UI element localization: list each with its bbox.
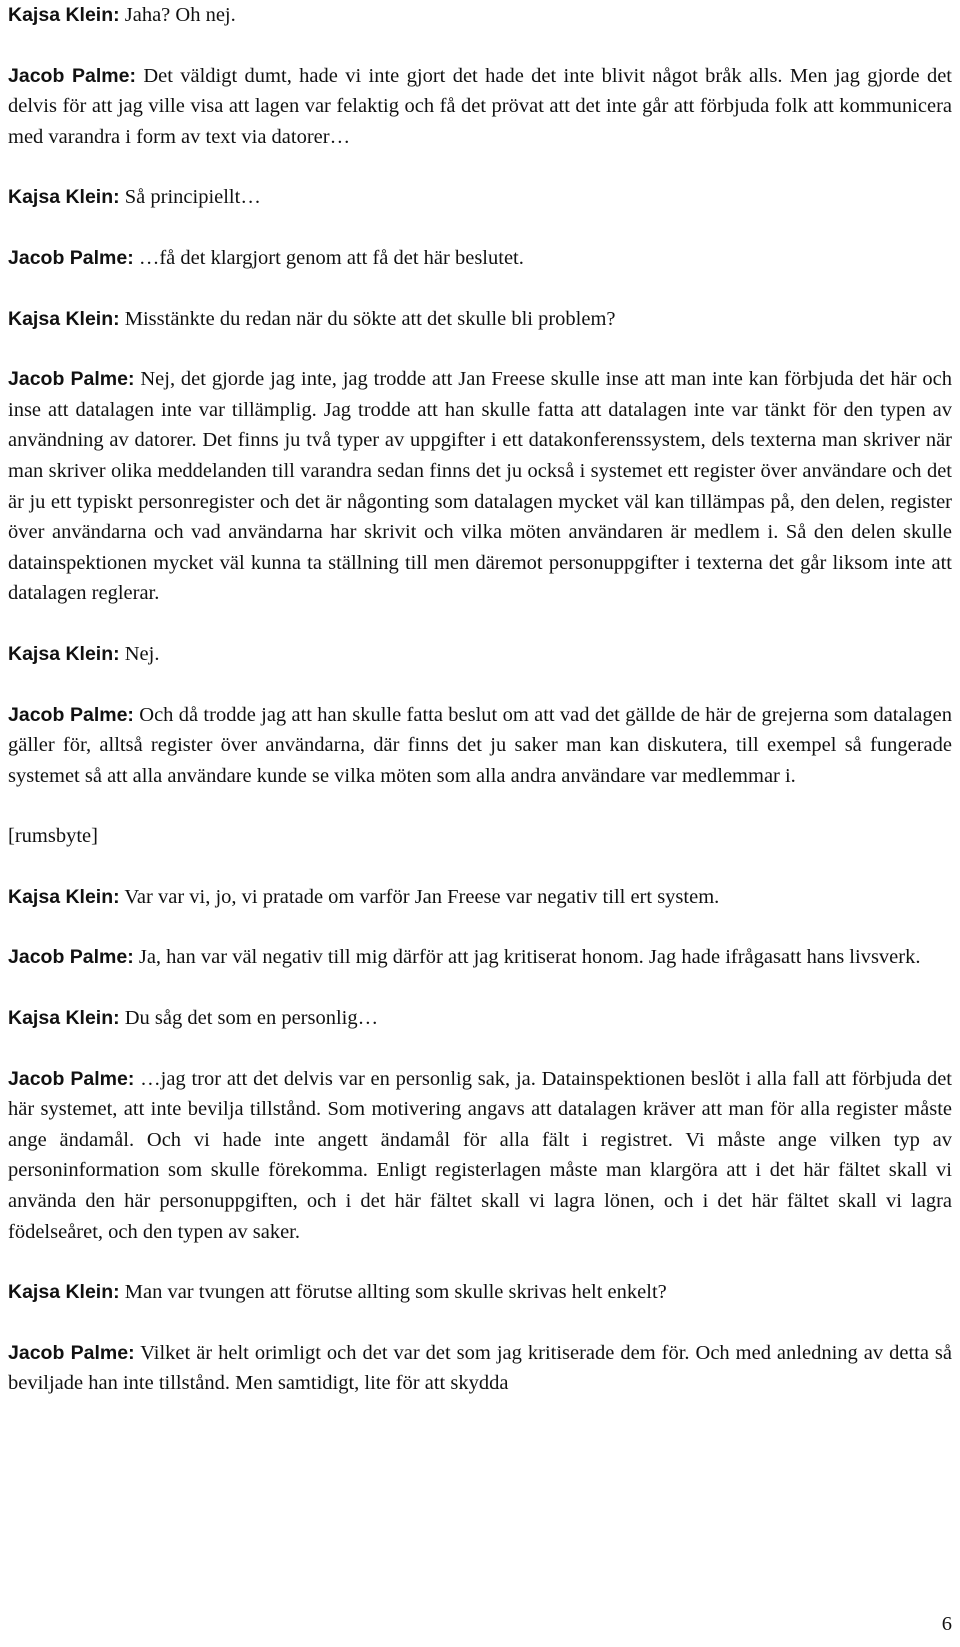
paragraph-text: Nej, det gjorde jag inte, jag trodde att Jan Freese skulle inse att man inte kan förbjuda det här och inse att datalagen inte var tillämplig. Jag trodde att han skulle fatta att datalagen inte var tänkt för den typen av användning av datorer. Det finns ju två typer av uppgifter i ett datakonferenssystem, dels texterna man skriver när man skriver olika meddelanden till varandra sedan finns det ju också i systemet ett register över användare och det är ju ett typiskt personregister och det är någonting som datalagen mycket väl kan tillämpas på, den delen, register över användarna och vad användarna har skrivit och vilka möten användaren är medlem i. Så den delen skulle datainspektionen mycket väl kunna ta ställning till men däremot personuppgifter i texterna det går liksom inte att datalagen reglerar. <box>8 368 952 605</box>
paragraph-13 <box>8 1064 952 1248</box>
speaker-label: Jacob Palme: <box>8 368 135 391</box>
paragraph-text: Vilket är helt orimligt och det var det som jag kritiserade dem för. Och med anledning av detta så beviljade han inte tillstånd. Men samtidigt, lite för att skydda <box>8 1341 952 1395</box>
paragraph-text: Du såg det som en personlig… <box>124 1007 379 1030</box>
speaker-label: Kajsa Klein: <box>8 885 120 908</box>
paragraph-5 <box>8 304 952 335</box>
paragraph-text: Ja, han var väl negativ till mig därför att jag kritiserat honom. Jag hade ifrågasatt hans livsverk. <box>138 946 921 969</box>
paragraph-text: Misstänkte du redan när du sökte att det skulle bli problem? <box>124 307 616 330</box>
speaker-label: Kajsa Klein: <box>8 186 120 209</box>
page-number: 6 <box>941 1613 952 1635</box>
paragraph-10 <box>8 882 952 913</box>
paragraph-text: Så principiellt… <box>124 186 261 209</box>
paragraph-text: …få det klargjort genom att få det här beslutet. <box>138 246 524 269</box>
paragraph-15 <box>8 1338 952 1399</box>
paragraph-text: Jaha? Oh nej. <box>124 4 236 26</box>
speaker-label: Jacob Palme: <box>8 703 134 726</box>
speaker-label: Jacob Palme: <box>8 1067 135 1090</box>
speaker-label: Jacob Palme: <box>8 1341 135 1364</box>
speaker-label: Kajsa Klein: <box>8 1281 120 1304</box>
paragraph-4 <box>8 243 952 274</box>
speaker-label: Kajsa Klein: <box>8 307 120 330</box>
paragraph-1 <box>8 0 952 31</box>
paragraph-12 <box>8 1003 952 1034</box>
speaker-label: Kajsa Klein: <box>8 642 120 665</box>
speaker-label: Jacob Palme: <box>8 946 134 969</box>
paragraph-text: …jag tror att det delvis var en personlig sak, ja. Datainspektionen beslöt i alla fall att förbjuda det här systemet, att inte bevilja tillstånd. Som motivering angavs att datalagen kräver att man för alla register måste ange ändamål. Och vi hade inte angett ändamål för alla fält i registret. Vi måste ange vilken typ av personinformation som skulle förekomma. Enligt registerlagen måste man klargöra att i det här fältet skall vi använda den här personuppgiften, och i det här fältet skall vi lagra lönen, och i det här fältet skall vi lagra födelseåret, och den typen av saker. <box>8 1067 952 1243</box>
paragraph-11 <box>8 942 952 973</box>
paragraph-text: Nej. <box>124 642 160 665</box>
paragraph-14 <box>8 1277 952 1308</box>
paragraph-3 <box>8 182 952 213</box>
speaker-label: Jacob Palme: <box>8 246 134 269</box>
paragraph-text: Man var tvungen att förutse allting som skulle skrivas helt enkelt? <box>124 1281 667 1304</box>
paragraph-text: Och då trodde jag att han skulle fatta beslut om att vad det gällde de här de grejerna som datalagen gäller för, alltså register över användarna, där finns det ju saker man kan diskutera, till exempel så fungerade systemet så att alla användare kunde se vilka möten som alla andra användare var medlemmar i. <box>8 703 952 787</box>
paragraph-2 <box>8 61 952 153</box>
paragraph-text: Det väldigt dumt, hade vi inte gjort det hade det inte blivit något bråk alls. Men jag gjorde det delvis för att jag ville visa att lagen var felaktig och få det prövat att det inte går att förbjuda folk att kommunicera med varandra i form av text via datorer… <box>8 64 952 148</box>
speaker-label: Kajsa Klein: <box>8 4 120 26</box>
paragraph-text: Var var vi, jo, vi pratade om varför Jan Freese var negativ till ert system. <box>124 885 720 908</box>
speaker-label: Jacob Palme: <box>8 64 136 87</box>
paragraph-7 <box>8 639 952 670</box>
document-page <box>8 0 952 1429</box>
paragraph-8 <box>8 700 952 792</box>
paragraph-text: [rumsbyte] <box>8 825 98 848</box>
paragraph-9-stage-note <box>8 821 952 852</box>
speaker-label: Kajsa Klein: <box>8 1007 120 1030</box>
paragraph-6 <box>8 364 952 609</box>
